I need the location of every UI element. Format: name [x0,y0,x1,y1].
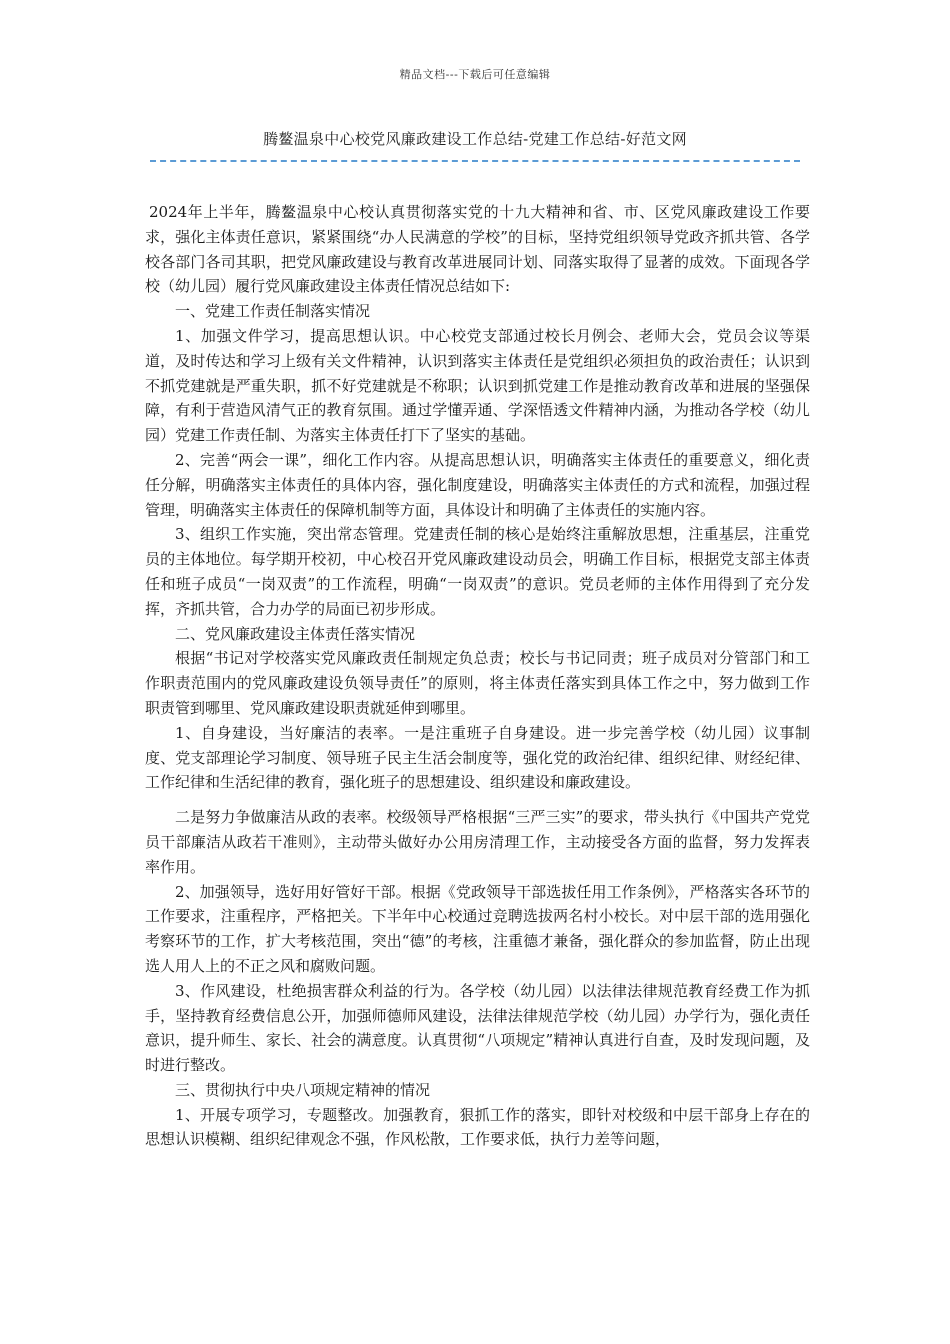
section-heading-3: 三、贯彻执行中央八项规定精神的情况 [175,1080,431,1099]
intro-paragraph: 2024年上半年，腾鳌温泉中心校认真贯彻落实党的十九大精神和省、市、区党风廉政建设工作要求，强化主体责任意识，紧紧围绕“办人民满意的学校”的目标，坚持党组织领导党政齐抓共管、各学校各部门各司其职，把党风廉政建设与教育改革进展同计划、同落实取得了显著的成效。下面现各学校（幼儿园）履行党风廉政建设主体责任情况总结如下: [145,203,810,296]
document-title: 腾鳌温泉中心校党风廉政建设工作总结-党建工作总结-好范文网 [263,130,687,148]
paragraph-2-1b: 二是努力争做廉洁从政的表率。校级领导严格根据“三严三实”的要求，带头执行《中国共产党党员干部廉洁从政若干准则》，主动带头做好办公用房清理工作，主动接受各方面的监督，努力发挥表率作用。 [145,808,810,876]
section-heading-1: 一、党建工作责任制落实情况 [175,302,371,321]
paragraph-3-1: 1、开展专项学习，专题整改。加强教育，狠抓工作的落实，即针对校级和中层干部身上存在的思想认识模糊、组织纪律观念不强，作风松散，工作要求低，执行力差等问题， [145,1105,810,1149]
paragraph-1-1: 1、加强文件学习，提高思想认识。中心校党支部通过校长月例会、老师大会，党员会议等渠道，及时传达和学习上级有关文件精神，认识到落实主体责任是党组织必须担负的政治责任；认识到不抓党建就是严重失职，抓不好党建就是不称职；认识到抓党建工作是推动教育改革和进展的坚强保障，有利于营造风清气正的教育氛围。通过学懂弄通、学深悟透文件精神内涵，为推动各学校（幼儿园）党建工作责任制、为落实主体责任打下了坚实的基础。 [145,326,810,445]
paragraph-1-3: 3、组织工作实施，突出常态管理。党建责任制的核心是始终注重解放思想，注重基层，注重党员的主体地位。每学期开校初，中心校召开党风廉政建设动员会，明确工作目标，根据党支部主体责任和班子成员“一岗双责”的工作流程，明确“一岗双责”的意识。党员老师的主体作用得到了充分发挥，齐抓共管，合力办学的局面已初步形成。 [145,525,810,618]
paragraph-2-2: 2、加强领导，选好用好管好干部。根据《党政领导干部选拔任用工作条例》，严格落实各环节的工作要求，注重程序，严格把关。下半年中心校通过竞聘选拔两名村小校长。对中层干部的选用强化考察环节的工作，扩大考核范围，突出“德”的考核，注重德才兼备，强化群众的参加监督，防止出现选人用人上的不正之风和腐败问题。 [145,882,810,975]
page-header-note: 精品文档---下载后可任意编辑 [399,68,551,81]
section-heading-2: 二、党风廉政建设主体责任落实情况 [175,624,416,643]
title-divider [150,160,800,162]
paragraph-2-intro: 根据“书记对学校落实党风廉政责任制规定负总责；校长与书记同责；班子成员对分管部门和工作职责范围内的党风廉政建设负领导责任”的原则，将主体责任落实到具体工作之中，努力做到工作职责管到哪里、党风廉政建设职责就延伸到哪里。 [145,649,810,717]
paragraph-2-1: 1、自身建设，当好廉洁的表率。一是注重班子自身建设。进一步完善学校（幼儿园）议事制度、党支部理论学习制度、领导班子民主生活会制度等，强化党的政治纪律、组织纪律、财经纪律、工作纪律和生活纪律的教育，强化班子的思想建设、组织建设和廉政建设。 [145,723,810,792]
document-body [145,200,810,1152]
paragraph-1-2: 2、完善“两会一课”，细化工作内容。从提高思想认识，明确落实主体责任的重要意义，细化责任分解，明确落实主体责任的具体内容，强化制度建设，明确落实主体责任的方式和流程，加强过程管理，明确落实主体责任的保障机制等方面，具体设计和明确了主体责任的实施内容。 [145,450,810,519]
paragraph-2-3: 3、作风建设，杜绝损害群众利益的行为。各学校（幼儿园）以法律法律规范教育经费工作为抓手，坚持教育经费信息公开，加强师德师风建设，法律法律规范学校（幼儿园）办学行为，强化责任意识，提升师生、家长、社会的满意度。认真贯彻“八项规定”精神认真进行自查，及时发现问题，及时进行整改。 [145,981,810,1075]
